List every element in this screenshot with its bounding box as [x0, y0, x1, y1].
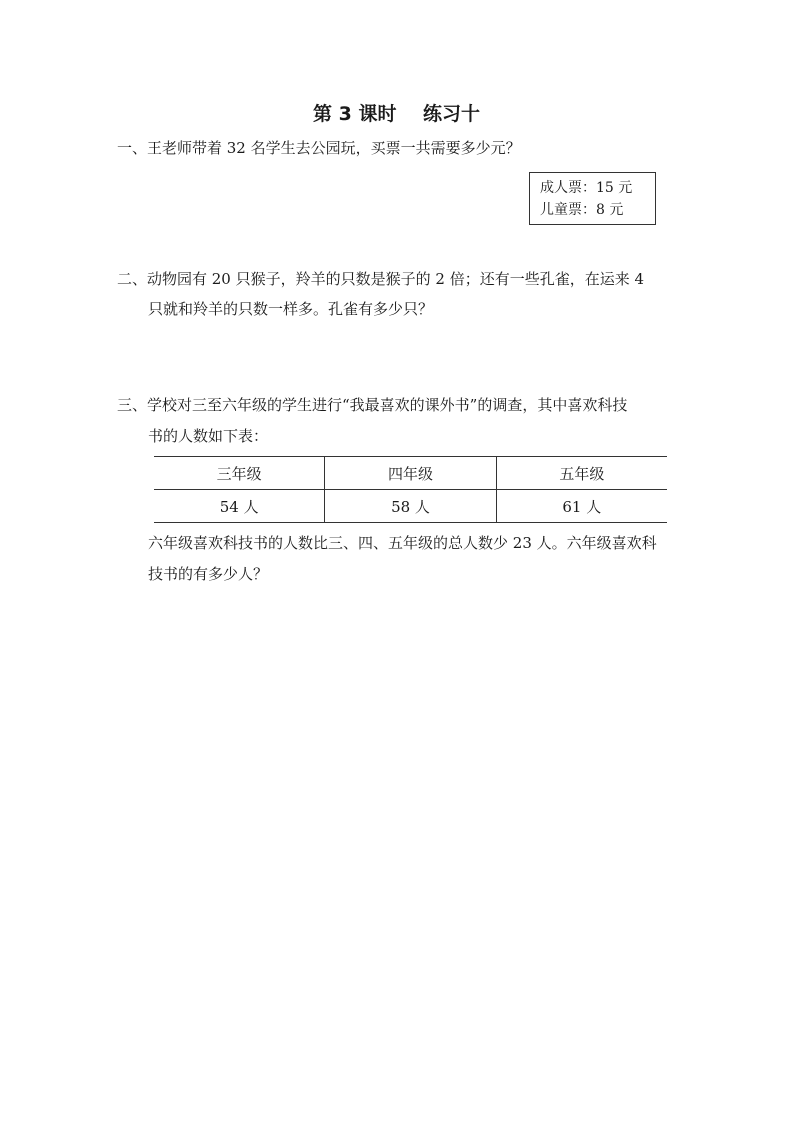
question-2-line-2: 只就和羚羊的只数一样多。孔雀有多少只？	[148, 300, 434, 318]
question-1-text: 一、王老师带着 32 名学生去公园玩，买票一共需要多少元？	[117, 139, 521, 157]
question-3-line-1: 三、学校对三至六年级的学生进行“我最喜欢的课外书”的调查，其中喜欢科技	[117, 396, 628, 414]
grade-survey-table	[154, 456, 667, 523]
question-3-line-4: 技书的有多少人？	[148, 565, 269, 583]
table-header-cell: 四年级	[325, 457, 496, 490]
ticket-price-box	[529, 172, 656, 225]
page-title: 第 3 课时 练习十	[313, 103, 480, 125]
table-row	[154, 490, 667, 523]
table-cell: 61 人	[496, 490, 667, 523]
question-3-line-2: 书的人数如下表：	[148, 427, 269, 445]
table-cell: 58 人	[325, 490, 496, 523]
question-2-line-1: 二、动物园有 20 只猴子，羚羊的只数是猴子的 2 倍；还有一些孔雀，在运来 4	[117, 270, 645, 288]
table-header-cell: 五年级	[496, 457, 667, 490]
table-cell: 54 人	[154, 490, 325, 523]
question-3-line-3: 六年级喜欢科技书的人数比三、四、五年级的总人数少 23 人。六年级喜欢科	[148, 534, 657, 552]
table-header-row	[154, 457, 667, 490]
adult-ticket-price: 成人票：15 元	[540, 180, 633, 196]
table-header-cell: 三年级	[154, 457, 325, 490]
child-ticket-price: 儿童票：8 元	[540, 202, 624, 218]
